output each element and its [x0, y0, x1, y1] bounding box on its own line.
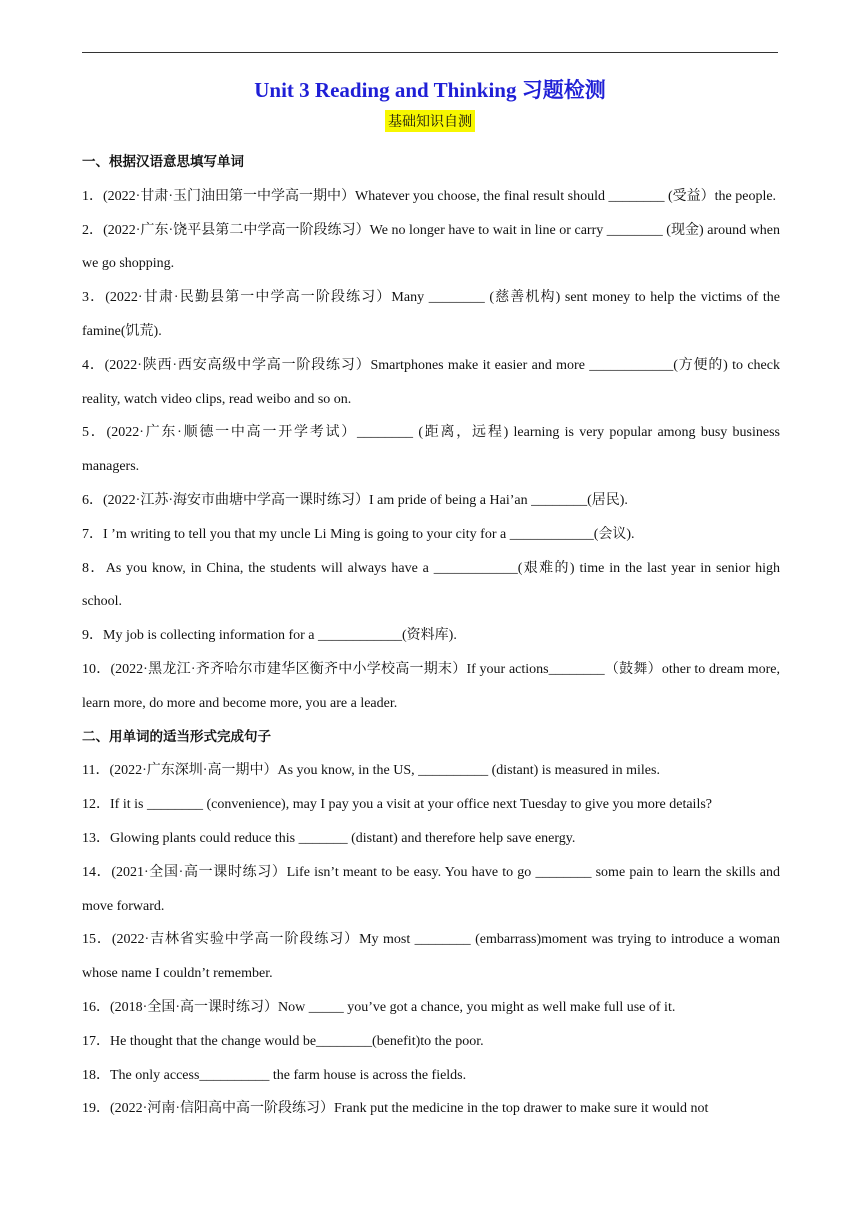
question-item: 7．I ’m writing to tell you that my uncle Li Ming is going to your city for a ____________(会议). [82, 526, 635, 542]
question-item: 3．(2022·甘肃·民勤县第一中学高一阶段练习）Many ________ (慈善机构) sent money to help the victims of the famine(饥荒). [82, 290, 780, 339]
question-item: 18．The only access__________ the farm house is across the fields. [82, 1067, 467, 1083]
question-item: 4．(2022·陕西·西安高级中学高一阶段练习）Smartphones make it easier and more ____________(方便的) to check reality, watch video clips, read weibo and so on. [82, 357, 780, 407]
question-item: 9．My job is collecting information for a ____________(资料库). [82, 628, 457, 644]
document-title: Unit 3 Reading and Thinking 习题检测 [254, 78, 606, 102]
section-heading: 一、根据汉语意思填写单词 [82, 154, 244, 170]
question-item: 19．(2022·河南·信阳高中高一阶段练习）Frank put the medicine in the top drawer to make sure it would not [82, 1101, 709, 1117]
question-item: 1．(2022·甘肃·玉门油田第一中学高一期中）Whatever you choose, the final result should ________ (受益）the people. [82, 188, 777, 204]
question-item: 8．As you know, in China, the students will always have a ____________(艰难的) time in the last year in senior high school. [82, 560, 780, 610]
question-item: 15．(2022·吉林省实验中学高一阶段练习）My most ________ (embarrass)moment was trying to introduce a woman whose name I couldn’t remember. [82, 932, 780, 982]
question-item: 16．(2018·全国·高一课时练习）Now _____ you’ve got a chance, you might as well make full use of it. [82, 999, 676, 1015]
question-item: 10．(2022·黑龙江·齐齐哈尔市建华区衡齐中小学校高一期末）If your actions________（鼓舞）other to dream more, learn more, do more and become more, you are a leader. [82, 661, 780, 711]
question-item: 5．(2022·广东·顺德一中高一开学考试）________ (距离，远程) learning is very popular among busy business managers. [82, 425, 780, 475]
question-item: 2．(2022·广东·饶平县第二中学高一阶段练习）We no longer have to wait in line or carry ________ (现金) around when we go shopping. [82, 222, 780, 272]
section-subtitle-highlighted: 基础知识自测 [385, 110, 475, 132]
question-item: 12．If it is ________ (convenience), may I pay you a visit at your office next Tuesday to give you more details? [82, 797, 712, 813]
question-item: 11．(2022·广东深圳·高一期中）As you know, in the US, __________ (distant) is measured in miles. [82, 763, 660, 779]
question-item: 17．He thought that the change would be________(benefit)to the poor. [82, 1033, 484, 1049]
worksheet-body [82, 146, 780, 1126]
section-heading: 二、用单词的适当形式完成句子 [82, 728, 271, 745]
header-rule [82, 52, 778, 53]
question-item: 14．(2021·全国·高一课时练习）Life isn’t meant to be easy. You have to go ________ some pain to learn the skills and move forward. [82, 864, 780, 914]
question-item: 6．(2022·江苏·海安市曲塘中学高一课时练习）I am pride of being a Hai’an ________(居民). [82, 492, 628, 508]
question-item: 13．Glowing plants could reduce this _______ (distant) and therefore help save energy. [82, 830, 576, 846]
